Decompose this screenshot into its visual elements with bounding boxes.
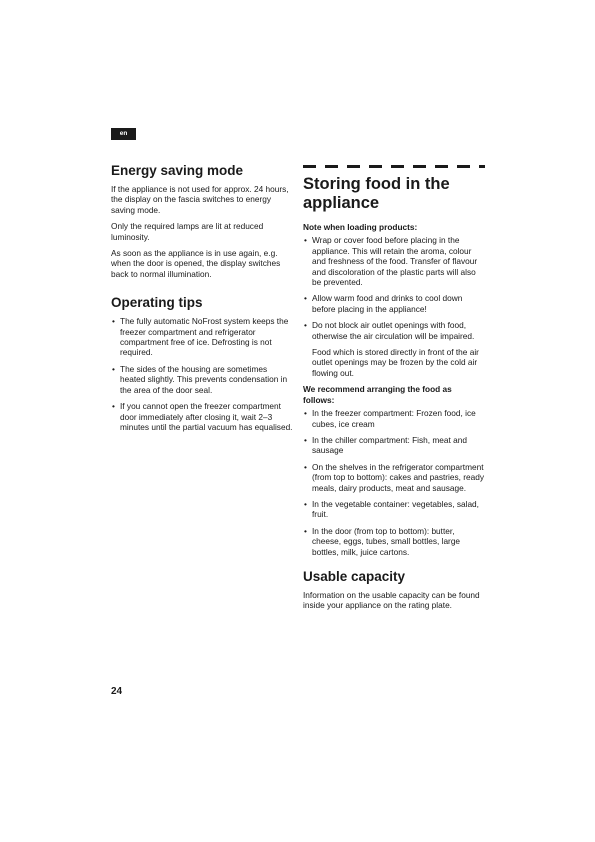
section-divider — [303, 165, 485, 168]
language-badge: en — [111, 128, 136, 140]
list-item: • The sides of the housing are sometimes heated slightly. This prevents condensation in the area of the door seal. — [111, 364, 293, 395]
note-list — [303, 235, 485, 341]
left-column — [111, 163, 293, 438]
operating-tips-heading: Operating tips — [111, 295, 203, 311]
usable-capacity-heading: Usable capacity — [303, 568, 406, 584]
operating-tips-list — [111, 316, 293, 432]
recommend-label: We recommend arranging the food as follows: — [303, 384, 452, 405]
energy-paragraph: If the appliance is not used for approx. 24 hours, the display on the fascia switches to energy saving mode. — [111, 184, 289, 215]
list-item: • In the freezer compartment: Frozen food, ice cubes, ice cream — [303, 408, 485, 429]
energy-paragraph: As soon as the appliance is in use again, e.g. when the door is opened, the display switches back to normal illumination. — [111, 248, 281, 279]
capacity-paragraph: Information on the usable capacity can be found inside your appliance on the rating plate. — [303, 589, 480, 611]
right-column — [303, 165, 485, 617]
list-item: • Allow warm food and drinks to cool down before placing in the appliance! — [303, 293, 485, 314]
energy-paragraph: Only the required lamps are lit at reduced luminosity. — [111, 221, 264, 242]
recommend-list — [303, 408, 485, 557]
note-extra: Food which is stored directly in front of the air outlet openings may be frozen by the cold air flowing out. — [312, 347, 479, 378]
list-item: • In the chiller compartment: Fish, meat and sausage — [303, 435, 485, 456]
list-item: • Wrap or cover food before placing in the appliance. This will retain the aroma, colour and freshness of the food. Transfer of flavour and discoloration of the plastic parts will also be prevented. — [303, 235, 485, 287]
note-label: Note when loading products: — [303, 222, 418, 232]
storing-food-heading: Storing food in the appliance — [303, 175, 450, 212]
list-item: • If you cannot open the freezer compartment door immediately after closing it, wait 2–3 minutes until the partial vacuum has equalised. — [111, 401, 293, 432]
energy-saving-heading: Energy saving mode — [111, 163, 244, 178]
list-item: • Do not block air outlet openings with food, otherwise the air circulation will be impaired. — [303, 320, 485, 341]
list-item: • In the vegetable container: vegetables, salad, fruit. — [303, 499, 485, 520]
list-item: • The fully automatic NoFrost system keeps the freezer compartment and refrigerator compartment free of ice. Defrosting is not required. — [111, 316, 293, 358]
list-item: • In the door (from top to bottom): butter, cheese, eggs, tubes, small bottles, large bottles, milk, juice cartons. — [303, 526, 485, 557]
page-number: 24 — [111, 686, 123, 697]
list-item: • On the shelves in the refrigerator compartment (from top to bottom): cakes and pastries, ready meals, dairy products, meat and sausage. — [303, 462, 485, 493]
